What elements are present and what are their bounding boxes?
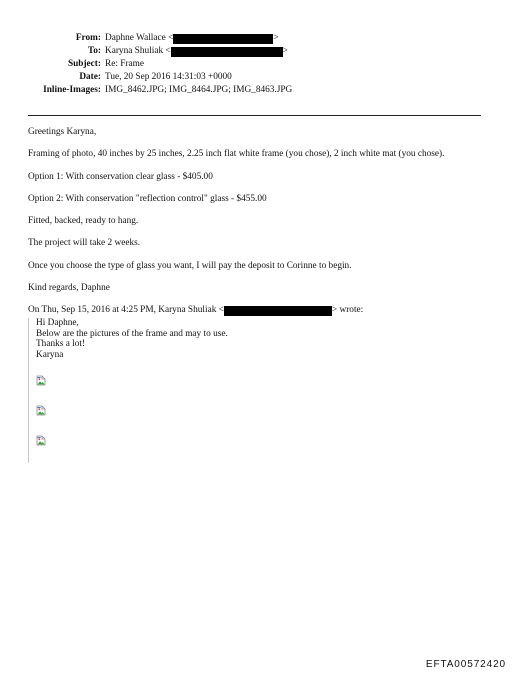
redaction-bar	[171, 47, 283, 57]
to-name: Karyna Shuliak <	[105, 45, 171, 56]
inline-images-value: IMG_8462.JPG; IMG_8464.JPG; IMG_8463.JPG	[105, 84, 293, 95]
inline-images-row	[20, 84, 480, 97]
to-label: To:	[87, 45, 101, 56]
to-value	[105, 46, 288, 57]
inline-images-label: Inline-Images:	[43, 84, 101, 95]
broken-image-icon[interactable]	[36, 405, 46, 416]
to-row	[20, 45, 480, 58]
quote-attribution	[28, 305, 488, 316]
from-close: >	[273, 32, 279, 43]
quote-line: Hi Daphne,	[36, 318, 79, 328]
broken-image-icon[interactable]	[36, 435, 46, 446]
deposit-note: Once you choose the type of glass you want, I will pay the deposit to Corinne to begin.	[28, 260, 352, 271]
fitted-note: Fitted, backed, ready to hang.	[28, 216, 139, 227]
quote-line: Below are the pictures of the frame and may to use.	[36, 328, 228, 339]
from-row	[20, 32, 480, 45]
quote-line: Thanks a lot!	[36, 339, 86, 350]
header-divider	[28, 115, 481, 116]
subject-label: Subject:	[67, 58, 101, 69]
date-row	[20, 71, 480, 84]
framing-details: Framing of photo, 40 inches by 25 inches, 2.25 inch flat white frame (you chose), 2 inch white mat (you chose).	[28, 149, 445, 160]
from-name: Daphne Wallace <	[105, 32, 174, 43]
option-1: Option 1: With conservation clear glass - $405.00	[28, 171, 213, 182]
from-value	[105, 33, 279, 44]
redaction-bar	[173, 34, 273, 44]
quoted-message	[28, 318, 456, 463]
subject-row	[20, 58, 480, 71]
quote-intro-end: > wrote:	[331, 305, 364, 316]
timeline-note: The project will take 2 weeks.	[28, 238, 141, 249]
broken-image-icon[interactable]	[36, 375, 46, 386]
email-body	[28, 127, 488, 316]
document-id: EFTA00572420	[425, 659, 506, 670]
redaction-bar	[224, 306, 332, 316]
greeting: Greetings Karyna,	[28, 127, 97, 137]
email-header	[20, 32, 480, 97]
quote-intro-text: On Thu, Sep 15, 2016 at 4:25 PM, Karyna Shuliak <	[28, 305, 224, 316]
quote-line: Karyna	[36, 349, 64, 360]
date-label: Date:	[79, 71, 101, 82]
subject-value: Re: Frame	[105, 58, 144, 69]
signoff: Kind regards, Daphne	[28, 283, 110, 294]
option-2: Option 2: With conservation "reflection control" glass - $455.00	[28, 193, 267, 204]
to-close: >	[282, 45, 288, 56]
date-value: Tue, 20 Sep 2016 14:31:03 +0000	[105, 71, 232, 82]
from-label: From:	[75, 32, 101, 43]
